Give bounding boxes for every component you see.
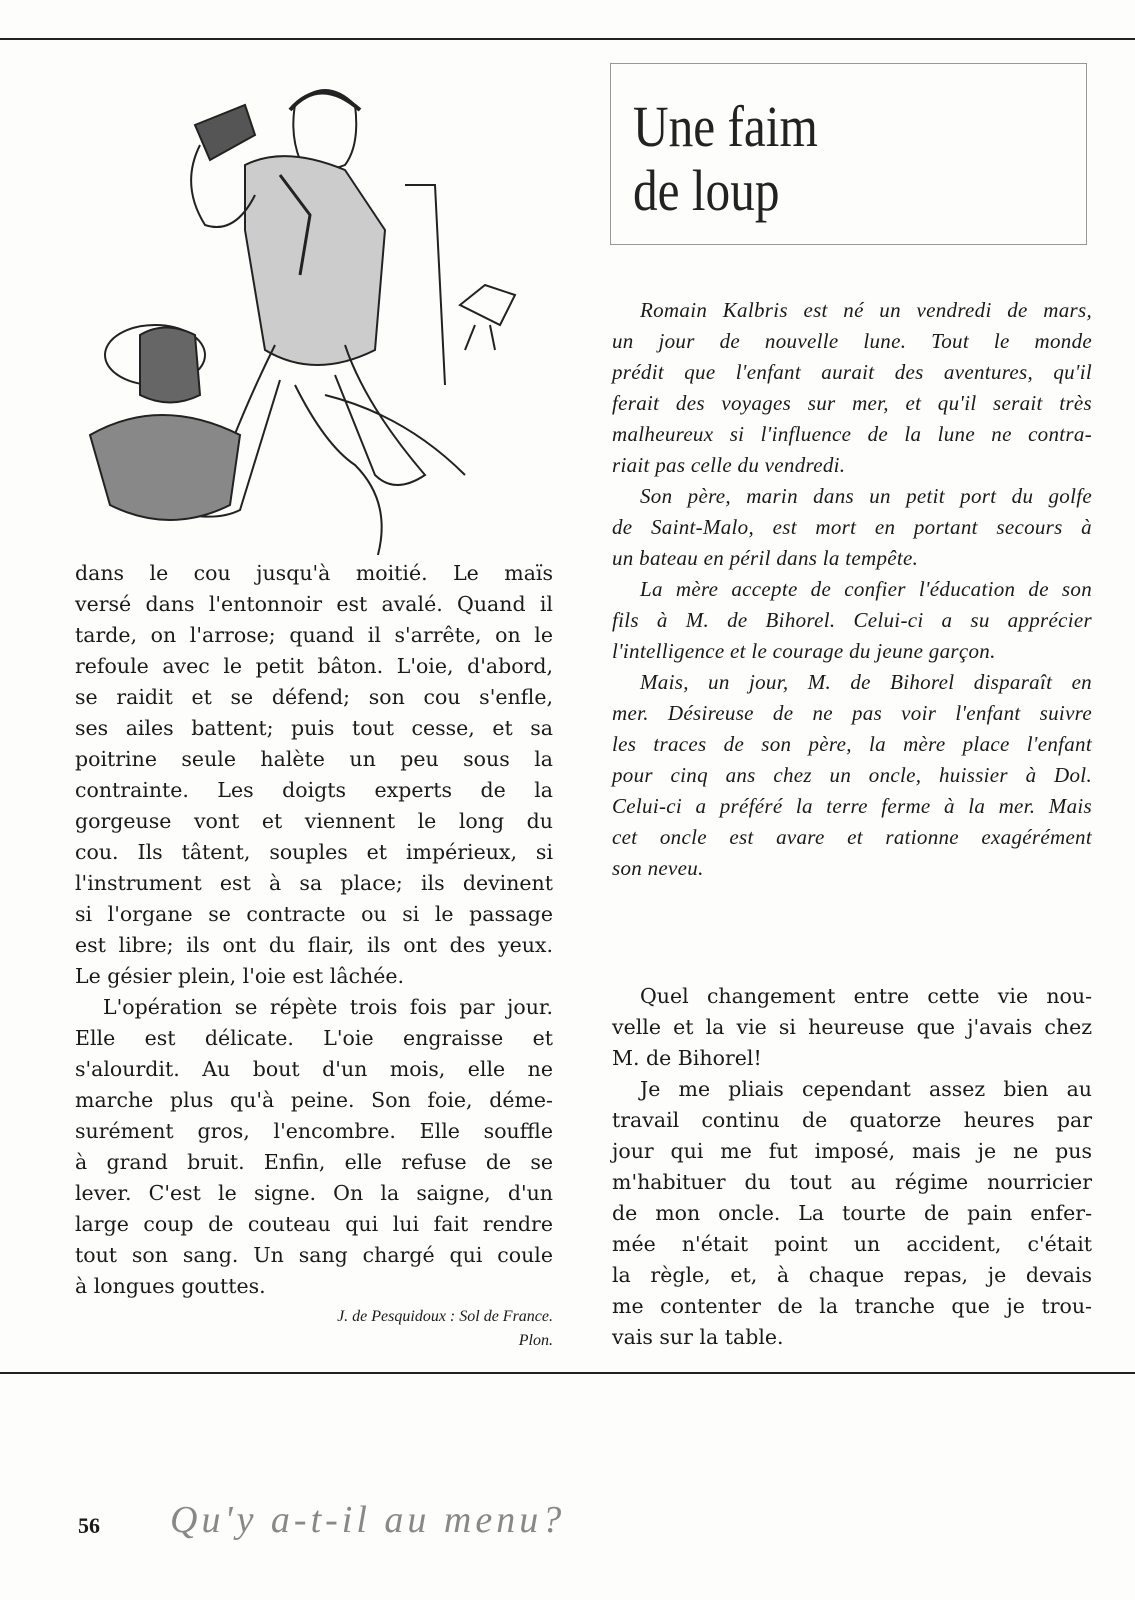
- paragraph: [612, 1074, 1092, 1353]
- text-line: Le gésier plein, l'oie est lâchée.: [75, 964, 405, 988]
- paragraph: [612, 574, 1092, 667]
- text-line: se raidit et se défend; son cou s'enfle,: [75, 685, 553, 709]
- text-line: Son père, marin dans un petit port du golfe: [640, 484, 1092, 508]
- paragraph: [75, 558, 553, 992]
- paragraph: [612, 667, 1092, 884]
- text-line: Elle est délicate. L'oie engraisse et: [75, 1026, 553, 1050]
- text-line: versé dans l'entonnoir est avalé. Quand il: [75, 592, 553, 616]
- title-line-1: Une faim: [633, 94, 818, 159]
- text-line: lever. C'est le signe. On la saigne, d'un: [75, 1181, 553, 1205]
- text-line: contrainte. Les doigts experts de la: [75, 778, 553, 802]
- text-line: un bateau en péril dans la tempête.: [612, 546, 919, 570]
- text-line: travail continu de quatorze heures par: [612, 1108, 1092, 1132]
- text-line: mer. Désireuse de ne pas voir l'enfant suivre: [612, 701, 1092, 725]
- text-line: refoule avec le petit bâton. L'oie, d'abord,: [75, 654, 553, 678]
- text-line: La mère accepte de confier l'éducation de son: [640, 577, 1092, 601]
- text-line: surément gros, l'encombre. Elle souffle: [75, 1119, 553, 1143]
- text-line: Mais, un jour, M. de Bihorel disparaît en: [640, 670, 1092, 694]
- text-line: L'opération se répète trois fois par jour.: [103, 995, 553, 1019]
- chapter-title: Qu'y a-t-il au menu?: [170, 1499, 566, 1541]
- paragraph: [612, 981, 1092, 1074]
- text-line: malheureux si l'influence de la lune ne contra-: [612, 422, 1092, 446]
- text-line: l'instrument est à sa place; ils devinent: [75, 871, 553, 895]
- top-rule: [0, 38, 1135, 40]
- text-line: m'habituer du tout au régime nourricier: [612, 1170, 1092, 1194]
- text-line: Romain Kalbris est né un vendredi de mars,: [640, 298, 1092, 322]
- text-line: Quel changement entre cette vie nou-: [640, 984, 1092, 1008]
- text-line: son neveu.: [612, 856, 704, 880]
- text-line: les traces de son père, la mère place l'enfant: [612, 732, 1092, 756]
- text-line: de mon oncle. La tourte de pain enfer-: [612, 1201, 1092, 1225]
- text-line: gorgeuse vont et viennent le long du: [75, 809, 553, 833]
- paragraph: [612, 295, 1092, 481]
- text-line: marche plus qu'à peine. Son foie, déme-: [75, 1088, 553, 1112]
- text-line: tarde, on l'arrose; quand il s'arrête, on le: [75, 623, 553, 647]
- bottom-rule: [0, 1372, 1135, 1374]
- right-column-text: [612, 981, 1092, 1353]
- text-line: Celui-ci a préféré la terre ferme à la mer. Mais: [612, 794, 1092, 818]
- text-line: cou. Ils tâtent, souples et impérieux, si: [75, 840, 553, 864]
- text-line: riait pas celle du vendredi.: [612, 453, 846, 477]
- text-line: est libre; ils ont du flair, ils ont des yeux.: [75, 933, 553, 957]
- left-column-text: [75, 558, 553, 1302]
- text-line: mée n'était point un accident, c'était: [612, 1232, 1092, 1256]
- text-line: l'intelligence et le courage du jeune garçon.: [612, 639, 996, 663]
- text-line: si l'organe se contracte ou si le passage: [75, 902, 553, 926]
- illustration-woman-force-feeding-goose: [85, 65, 555, 555]
- paragraph: [75, 992, 553, 1302]
- text-line: tout son sang. Un sang chargé qui coule: [75, 1243, 553, 1267]
- text-line: s'alourdit. Au bout d'un mois, elle ne: [75, 1057, 553, 1081]
- text-line: vais sur la table.: [612, 1325, 784, 1349]
- text-line: ses ailes battent; puis tout cesse, et sa: [75, 716, 553, 740]
- text-line: la règle, et, à chaque repas, je devais: [612, 1263, 1092, 1287]
- text-line: M. de Bihorel!: [612, 1046, 762, 1070]
- introduction-summary: [612, 295, 1092, 884]
- text-line: à longues gouttes.: [75, 1274, 266, 1298]
- text-line: à grand bruit. Enfin, elle refuse de se: [75, 1150, 553, 1174]
- text-line: poitrine seule halète un peu sous la: [75, 747, 553, 771]
- text-line: un jour de nouvelle lune. Tout le monde: [612, 329, 1092, 353]
- text-line: jour qui me fut imposé, mais je ne pus: [612, 1139, 1092, 1163]
- text-line: cet oncle est avare et rationne exagérément: [612, 825, 1092, 849]
- text-line: me contenter de la tranche que je trou-: [612, 1294, 1092, 1318]
- text-line: velle et la vie si heureuse que j'avais chez: [612, 1015, 1092, 1039]
- title-box: [610, 63, 1087, 245]
- text-line: Je me pliais cependant assez bien au: [640, 1077, 1092, 1101]
- credit-line-1: J. de Pesquidoux : Sol de France.: [337, 1308, 553, 1325]
- source-credit: [200, 1305, 553, 1353]
- paragraph: [612, 481, 1092, 574]
- credit-line-2: Plon.: [518, 1332, 553, 1349]
- text-line: dans le cou jusqu'à moitié. Le maïs: [75, 561, 553, 585]
- text-line: prédit que l'enfant aurait des aventures, qu'il: [612, 360, 1092, 384]
- text-line: pour cinq ans chez un oncle, huissier à Dol.: [612, 763, 1092, 787]
- text-line: large coup de couteau qui lui fait rendre: [75, 1212, 553, 1236]
- text-line: ferait des voyages sur mer, et qu'il serait très: [612, 391, 1092, 415]
- title-line-2: de loup: [633, 158, 780, 223]
- text-line: de Saint-Malo, est mort en portant secours à: [612, 515, 1092, 539]
- page-number: 56: [78, 1513, 100, 1538]
- text-line: fils à M. de Bihorel. Celui-ci a su apprécier: [612, 608, 1092, 632]
